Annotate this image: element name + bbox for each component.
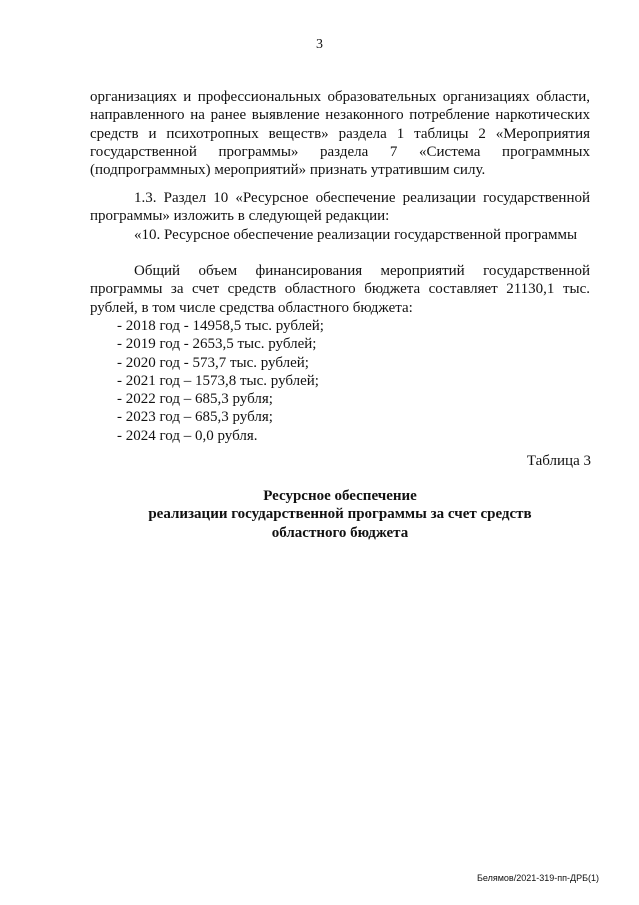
document-footer-code: Белямов/2021-319-пп-ДРБ(1) xyxy=(477,873,599,883)
list-item: - 2018 год - 14958,5 тыс. рублей; xyxy=(117,318,324,334)
text-line: «10. Ресурсное обеспечение реализации государственной программы xyxy=(134,226,578,243)
page-number: 3 xyxy=(316,37,323,52)
text-line: организациях и профессиональных образовательных организациях области, xyxy=(90,89,590,105)
text-line: рублей, в том числе средства областного бюджета: xyxy=(90,299,413,316)
text-line: государственной программы» раздела 7 «Система программных xyxy=(90,143,590,160)
title-line: областного бюджета xyxy=(271,524,409,541)
list-item: - 2024 год – 0,0 рубля. xyxy=(117,427,258,444)
text-line: Общий объем финансирования мероприятий государственной xyxy=(134,263,590,279)
text-line: средств и психотропных веществ» раздела 1 таблицы 2 «Мероприятия xyxy=(90,125,590,142)
text-line: программы за счет средств областного бюджета составляет 21130,1 тыс. xyxy=(90,281,590,298)
list-item: - 2022 год – 685,3 рубля; xyxy=(117,391,273,408)
paragraph-1 xyxy=(90,88,590,179)
table-label: Таблица 3 xyxy=(526,453,591,469)
funding-by-year-list xyxy=(117,317,324,445)
list-item: - 2021 год – 1573,8 тыс. рублей; xyxy=(117,372,319,389)
text-line: направленного на ранее выявление незаконного потребление наркотических xyxy=(90,107,590,124)
list-item: - 2020 год - 573,7 тыс. рублей; xyxy=(117,354,309,371)
list-item: - 2019 год - 2653,5 тыс. рублей; xyxy=(117,336,317,353)
paragraph-3 xyxy=(90,262,590,317)
text-line: 1.3. Раздел 10 «Ресурсное обеспечение реализации государственной xyxy=(134,190,590,206)
title-line: Ресурсное обеспечение xyxy=(263,488,417,504)
text-line: программы» изложить в следующей редакции: xyxy=(90,208,390,225)
title-line: реализации государственной программы за счет средств xyxy=(148,506,532,523)
text-line: (подпрограммных) мероприятий» признать утратившим силу. xyxy=(90,162,486,179)
list-item: - 2023 год – 685,3 рубля; xyxy=(117,409,273,426)
paragraph-2 xyxy=(90,189,590,244)
table-title xyxy=(90,487,590,542)
